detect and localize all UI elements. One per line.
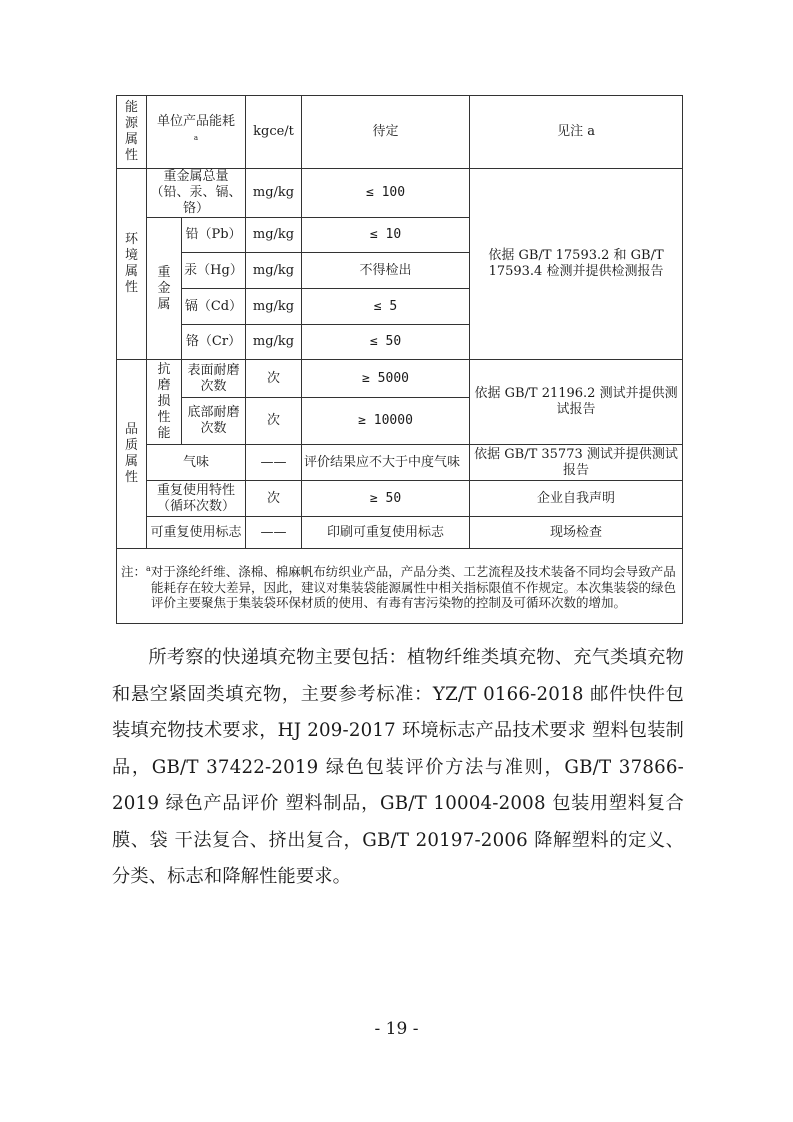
reuse-requirement: ≥ 50 — [302, 481, 470, 517]
metal-requirement: ≤ 5 — [302, 289, 470, 325]
mark-unit: —— — [246, 517, 302, 549]
metal-unit: mg/kg — [246, 325, 302, 360]
mark-row — [117, 517, 683, 549]
metal-requirement: ≤ 50 — [302, 325, 470, 360]
surface-row — [117, 360, 683, 398]
energy-requirement: 待定 — [302, 96, 470, 169]
energy-indicator: 单位产品能耗 $^a$ — [147, 96, 246, 169]
note-row — [117, 549, 683, 624]
metal-name: 铅（Pb） — [182, 218, 246, 253]
quality-category: 品质属性 — [117, 360, 147, 549]
mark-label: 可重复使用标志 — [147, 517, 246, 549]
metal-name: 汞（Hg） — [182, 253, 246, 289]
reuse-row — [117, 481, 683, 517]
bottom-requirement: ≥ 10000 — [302, 398, 470, 445]
energy-sup: a — [193, 133, 199, 142]
metal-name: 铬（Cr） — [182, 325, 246, 360]
abrasion-method: 依据 GB/T 21196.2 测试并提供测试报告 — [470, 360, 683, 445]
environment-method: 依据 GB/T 17593.2 和 GB/T 17593.4 检测并提供检测报告 — [470, 169, 683, 360]
reuse-method: 企业自我声明 — [470, 481, 683, 517]
surface-unit: 次 — [246, 360, 302, 398]
table-note — [117, 549, 683, 624]
bottom-label: 底部耐磨次数 — [182, 398, 246, 445]
odor-method: 依据 GB/T 35773 测试并提供测试报告 — [470, 445, 683, 481]
energy-category: 能源属性 — [117, 96, 147, 169]
metal-name: 镉（Cd） — [182, 289, 246, 325]
mark-method: 现场检查 — [470, 517, 683, 549]
page-number: - 19 - — [374, 1019, 419, 1039]
odor-requirement: 评价结果应不大于中度气味 — [302, 445, 470, 481]
surface-label: 表面耐磨次数 — [182, 360, 246, 398]
odor-label: 气味 — [147, 445, 246, 481]
body-paragraph: 所考察的快递填充物主要包括：植物纤维类填充物、充气类填充物和悬空紧固类填充物，主要参考标准：YZ/T 0166-2018 邮件快件包装填充物技术要求，HJ 209-2017 环境标志产品技术要求 塑料包装制品，GB/T 37422-2019 绿色包装评价方法与准则，GB/T 37866-2019 绿色产品评价 塑料制品，GB/T 10004-2008 包装用塑料复合膜、袋 干法复合、挤出复合，GB/T 20197-2006 降解塑料的定义、分类、标志和降解性能要求。 — [112, 647, 684, 887]
odor-row — [117, 445, 683, 481]
heavy-total-label: 重金属总量（铅、汞、镉、铬） — [147, 169, 246, 218]
note-prefix: 注： — [121, 564, 147, 580]
bottom-unit: 次 — [246, 398, 302, 445]
odor-unit: —— — [246, 445, 302, 481]
note-text: 对于涤纶纤维、涤棉、棉麻帆布纺织业产品，产品分类、工艺流程及技术装备不同均会导致产品能耗存在较大差异，因此，建议对集装袋能源属性中相关指标限值不作规定。本次集装袋的绿色评价主要聚焦于集装袋环保材质的使用、有毒有害污染物的控制及可循环次数的增加。 — [150, 564, 677, 611]
heavy-total-requirement: ≤ 100 — [302, 169, 470, 218]
energy-unit: kgce/t — [246, 96, 302, 169]
reuse-unit: 次 — [246, 481, 302, 517]
abrasion-group: 抗磨损性能 — [147, 360, 182, 445]
heavy-total-row — [117, 169, 683, 218]
environment-category: 环境属性 — [117, 169, 147, 360]
heavy-metal-group: 重金属 — [147, 218, 182, 360]
note-mark: a — [146, 564, 151, 574]
metal-requirement: ≤ 10 — [302, 218, 470, 253]
spec-table — [116, 95, 683, 624]
metal-unit: mg/kg — [246, 253, 302, 289]
heavy-total-unit: mg/kg — [246, 169, 302, 218]
mark-requirement: 印刷可重复使用标志 — [302, 517, 470, 549]
energy-method: 见注 a — [470, 96, 683, 169]
metal-unit: mg/kg — [246, 218, 302, 253]
reuse-label: 重复使用特性（循环次数） — [147, 481, 246, 517]
energy-row — [117, 96, 683, 169]
surface-requirement: ≥ 5000 — [302, 360, 470, 398]
metal-requirement: 不得检出 — [302, 253, 470, 289]
metal-unit: mg/kg — [246, 289, 302, 325]
